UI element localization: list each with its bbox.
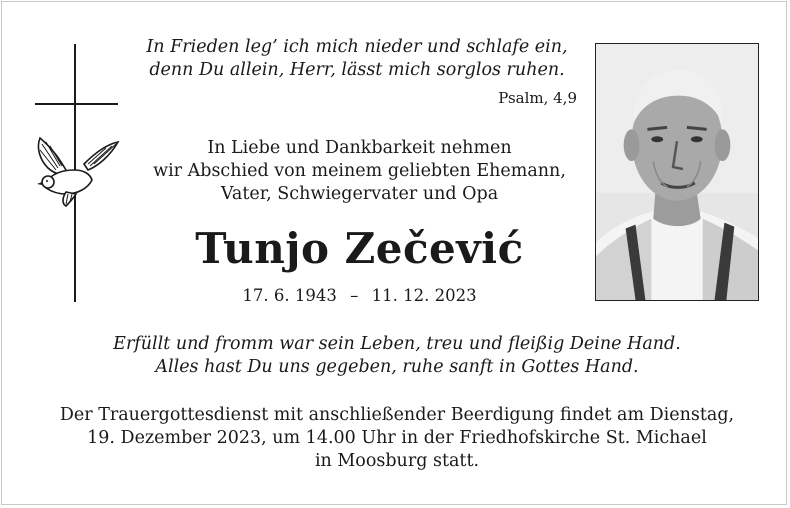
- bible-verse: [127, 36, 587, 82]
- dove-icon: [32, 130, 122, 208]
- portrait-photo: [595, 43, 759, 301]
- intro-line-1: In Liebe und Dankbarkeit nehmen: [207, 138, 512, 158]
- verse-line-1: In Frieden leg’ ich mich nieder und schlafe ein,: [146, 37, 568, 57]
- obituary-card: [1, 1, 787, 505]
- life-dates: [152, 286, 567, 305]
- birth-date: 17. 6. 1943: [242, 286, 337, 305]
- service-line-1: Der Trauergottesdienst mit anschließender Beerdigung findet am Dienstag,: [59, 405, 735, 425]
- intro-line-2: wir Abschied von meinem geliebten Ehemann,: [153, 161, 566, 181]
- deceased-name: Tunjo Zečević: [195, 224, 524, 273]
- closing-line-2: Alles hast Du uns gegeben, ruhe sanft in Gottes Hand.: [155, 357, 639, 377]
- service-line-3: in Moosburg statt.: [314, 451, 480, 471]
- cross-crossbar: [35, 103, 118, 105]
- farewell-intro: [127, 137, 592, 206]
- intro-line-3: Vater, Schwiegervater und Opa: [220, 184, 499, 204]
- death-date: 11. 12. 2023: [371, 286, 477, 305]
- funeral-service-info: [32, 404, 762, 473]
- service-line-2: 19. Dezember 2023, um 14.00 Uhr in der Friedhofskirche St. Michael: [87, 428, 707, 448]
- closing-verse: [42, 333, 752, 379]
- closing-line-1: Erfüllt und fromm war sein Leben, treu und fleißig Deine Hand.: [113, 334, 681, 354]
- date-separator: –: [350, 286, 359, 305]
- verse-reference: Psalm, 4,9: [498, 89, 577, 107]
- verse-line-2: denn Du allein, Herr, lässt mich sorglos ruhen.: [149, 60, 565, 80]
